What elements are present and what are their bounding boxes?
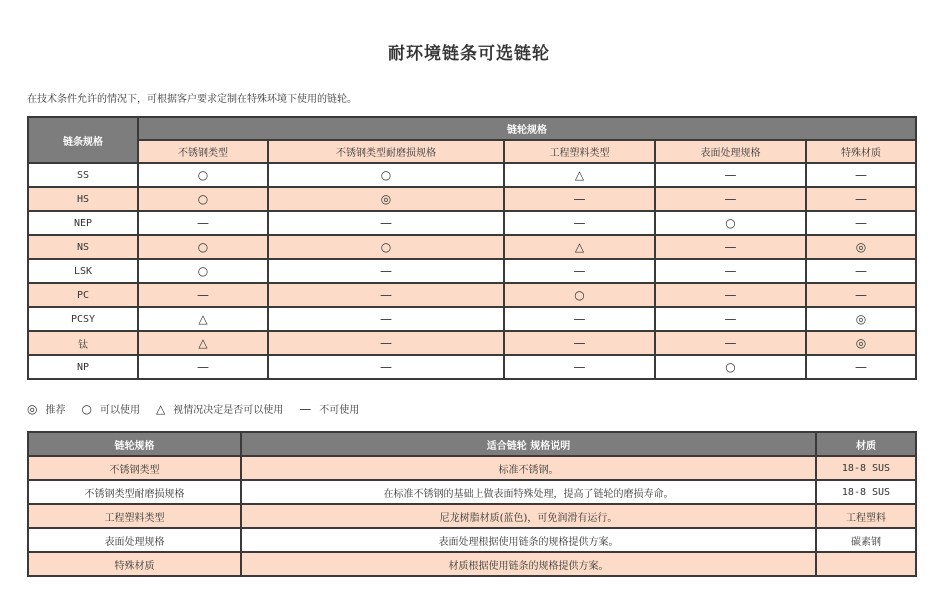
legend-label: 视情况决定是否可以使用: [173, 405, 284, 416]
compatibility-cell: —: [655, 187, 806, 211]
spec-desc-cell: 尼龙树脂材质(蓝色)，可免润滑有运行。: [241, 504, 816, 528]
compatibility-cell: ○: [138, 235, 268, 259]
spec-material-cell: 工程塑料: [816, 504, 916, 528]
compatibility-cell: —: [268, 331, 504, 355]
compatibility-cell: ○: [138, 163, 268, 187]
compatibility-cell: —: [504, 331, 655, 355]
compatibility-cell: —: [138, 355, 268, 379]
compatibility-cell: ○: [268, 235, 504, 259]
chain-spec-cell: PCSY: [28, 307, 138, 331]
chain-spec-cell: PC: [28, 283, 138, 307]
legend-label: 不可使用: [319, 405, 360, 416]
compatibility-cell: △: [504, 163, 655, 187]
compatibility-cell: ◎: [806, 235, 916, 259]
legend-item: [156, 401, 283, 416]
legend-item: [299, 401, 359, 416]
spec-material-cell: 碳素钢: [816, 528, 916, 552]
compatibility-cell: —: [655, 307, 806, 331]
legend-label: 可以使用: [99, 405, 140, 416]
table-row: [28, 259, 916, 283]
column-header: 不锈钢类型: [138, 140, 268, 163]
sprocket-spec-table-body: [28, 456, 916, 576]
compatibility-cell: —: [268, 355, 504, 379]
column-header: 适合链轮 规格说明: [241, 432, 816, 456]
legend-item: [81, 401, 139, 416]
table-row: [28, 163, 916, 187]
compatibility-cell: —: [655, 163, 806, 187]
compatibility-cell: ○: [138, 187, 268, 211]
spec-material-cell: 18-8 SUS: [816, 480, 916, 504]
column-header: 表面处理规格: [655, 140, 806, 163]
legend-symbol: ○: [81, 401, 92, 416]
compatibility-cell: —: [806, 187, 916, 211]
compatibility-cell: ○: [655, 355, 806, 379]
column-header: 材质: [816, 432, 916, 456]
compatibility-cell: ○: [504, 283, 655, 307]
legend-symbol: ◎: [27, 401, 38, 416]
table-row: [28, 552, 916, 576]
compatibility-cell: △: [504, 235, 655, 259]
table-row: [28, 235, 916, 259]
compatibility-cell: ○: [268, 163, 504, 187]
compatibility-cell: —: [504, 259, 655, 283]
spec-desc-cell: 材质根据使用链条的规格提供方案。: [241, 552, 816, 576]
compatibility-cell: ◎: [806, 331, 916, 355]
legend: [27, 401, 375, 416]
compatibility-cell: ○: [138, 259, 268, 283]
legend-symbol: —: [299, 401, 312, 416]
compatibility-cell: —: [655, 283, 806, 307]
compatibility-cell: —: [655, 235, 806, 259]
chain-spec-cell: SS: [28, 163, 138, 187]
compatibility-cell: —: [268, 283, 504, 307]
compatibility-cell: —: [504, 211, 655, 235]
table-row: [28, 331, 916, 355]
table-row: [28, 211, 916, 235]
spec-desc-cell: 在标准不锈钢的基础上做表面特殊处理，提高了链轮的磨损寿命。: [241, 480, 816, 504]
page-title: 耐环境链条可选链轮: [388, 44, 550, 64]
table-row: [28, 283, 916, 307]
compatibility-cell: ◎: [806, 307, 916, 331]
compatibility-cell: —: [806, 259, 916, 283]
compatibility-cell: △: [138, 331, 268, 355]
table-row: [28, 307, 916, 331]
compatibility-table: [27, 116, 917, 380]
sprocket-spec-header: 链轮规格: [138, 117, 916, 140]
column-header: 工程塑料类型: [504, 140, 655, 163]
column-header: 链轮规格: [28, 432, 241, 456]
spec-desc-cell: 表面处理根据使用链条的规格提供方案。: [241, 528, 816, 552]
table-row: [28, 480, 916, 504]
compatibility-cell: —: [806, 163, 916, 187]
spec-material-cell: 18-8 SUS: [816, 456, 916, 480]
spec-spec-cell: 不锈钢类型耐磨损规格: [28, 480, 241, 504]
chain-spec-cell: HS: [28, 187, 138, 211]
chain-spec-cell: NS: [28, 235, 138, 259]
compatibility-cell: —: [268, 259, 504, 283]
table-row: [28, 504, 916, 528]
sprocket-spec-table: [27, 431, 917, 577]
compatibility-cell: —: [268, 211, 504, 235]
compatibility-cell: ○: [655, 211, 806, 235]
chain-spec-header: 链条规格: [28, 117, 138, 163]
table-row: [28, 456, 916, 480]
table-row: [28, 528, 916, 552]
chain-spec-cell: NEP: [28, 211, 138, 235]
spec-spec-cell: 不锈钢类型: [28, 456, 241, 480]
chain-spec-cell: 钛: [28, 331, 138, 355]
spec-spec-cell: 工程塑料类型: [28, 504, 241, 528]
spec-spec-cell: 表面处理规格: [28, 528, 241, 552]
compatibility-cell: —: [655, 259, 806, 283]
compatibility-cell: —: [655, 331, 806, 355]
compatibility-cell: ◎: [268, 187, 504, 211]
compatibility-cell: —: [504, 187, 655, 211]
compatibility-cell: —: [504, 355, 655, 379]
spec-material-cell: [816, 552, 916, 576]
compatibility-cell: —: [268, 307, 504, 331]
compatibility-cell: —: [806, 355, 916, 379]
intro-text: 在技术条件允许的情况下，可根据客户要求定制在特殊环境下使用的链轮。: [27, 94, 357, 105]
legend-symbol: △: [155, 401, 166, 416]
spec-desc-cell: 标准不锈钢。: [241, 456, 816, 480]
column-header: 不锈钢类型耐磨损规格: [268, 140, 504, 163]
table-row: [28, 187, 916, 211]
legend-label: 推荐: [45, 405, 66, 416]
compatibility-cell: —: [138, 211, 268, 235]
compatibility-cell: —: [138, 283, 268, 307]
legend-item: [27, 401, 65, 416]
compatibility-cell: △: [138, 307, 268, 331]
table-row: [28, 355, 916, 379]
chain-spec-cell: NP: [28, 355, 138, 379]
compatibility-cell: —: [806, 283, 916, 307]
chain-spec-cell: LSK: [28, 259, 138, 283]
compatibility-table-body: [28, 163, 916, 379]
compatibility-cell: —: [504, 307, 655, 331]
column-header: 特殊材质: [806, 140, 916, 163]
spec-spec-cell: 特殊材质: [28, 552, 241, 576]
compatibility-cell: —: [806, 211, 916, 235]
